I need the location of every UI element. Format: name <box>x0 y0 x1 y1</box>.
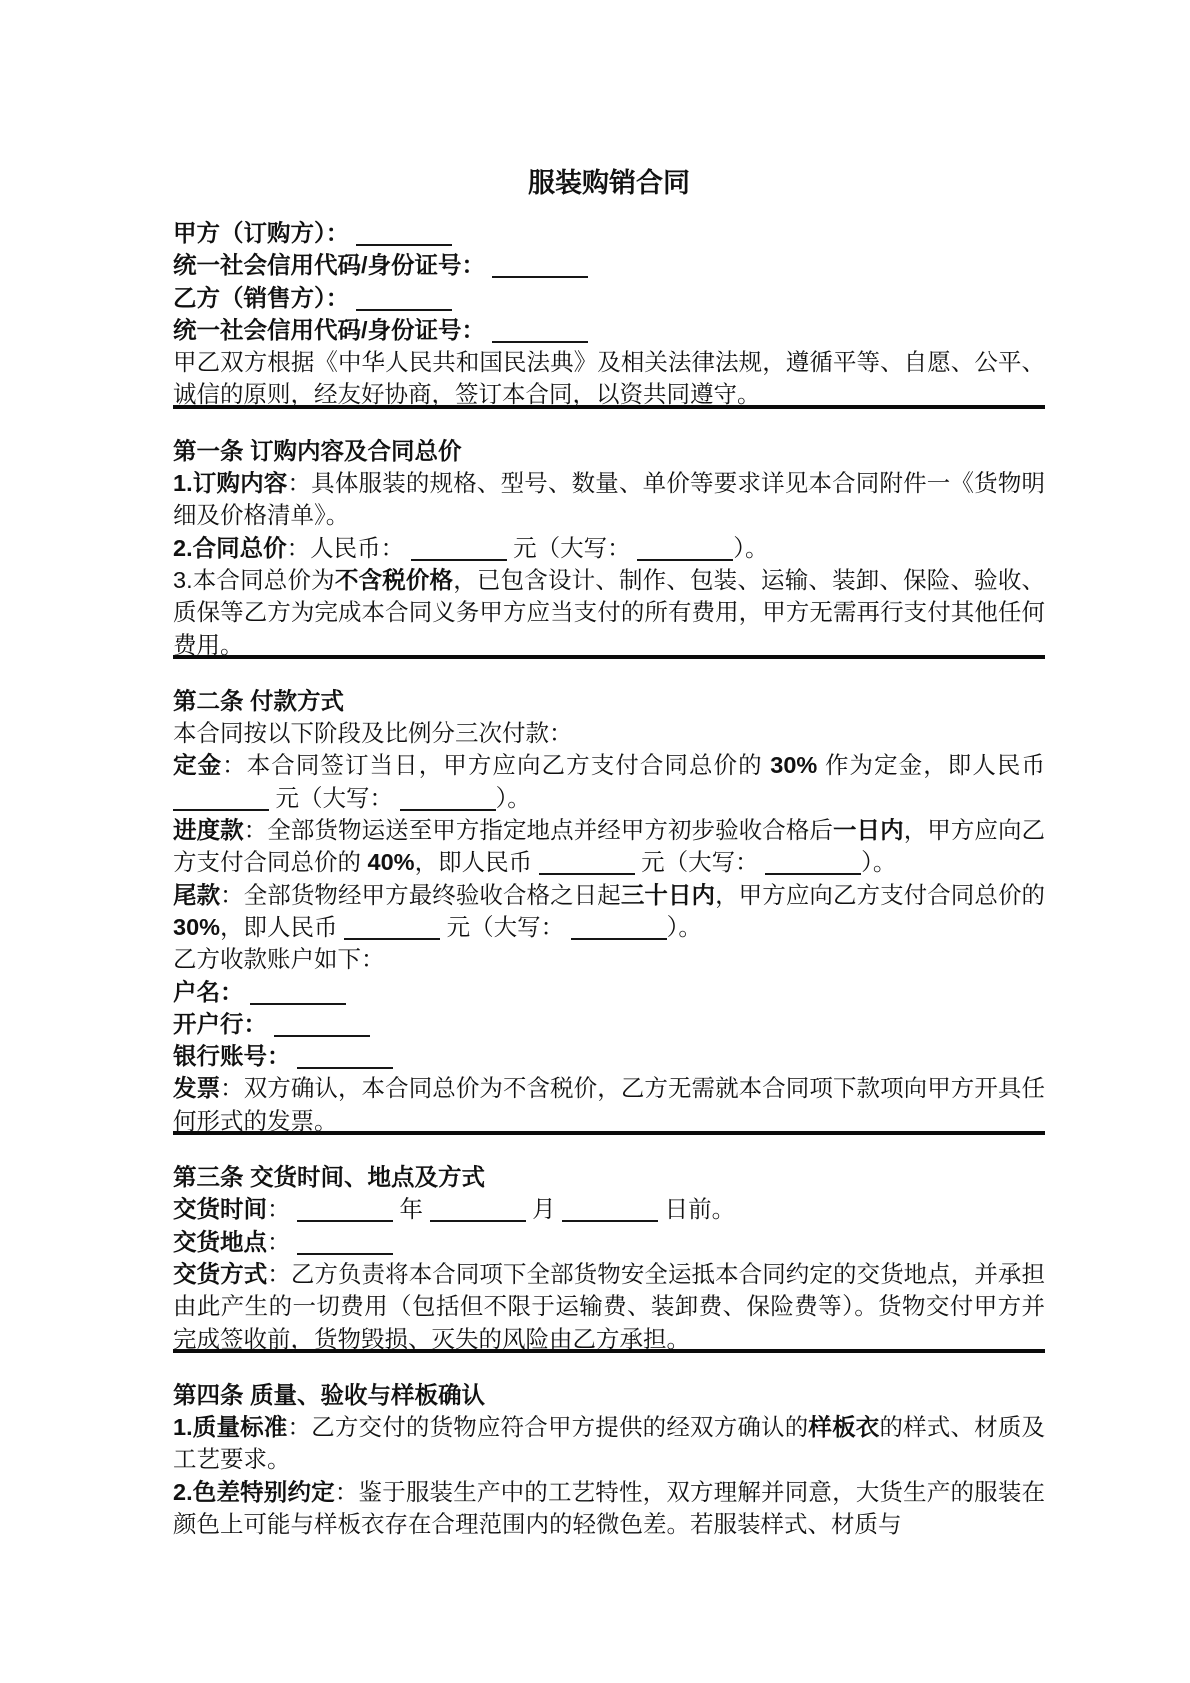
bold-text-run: 1.订购内容 <box>173 470 288 497</box>
paragraph <box>173 217 1045 249</box>
blank-field <box>250 979 346 1005</box>
bold-text-run: 乙方（销售方）： <box>173 284 356 311</box>
text-run: ：具体服装的规格、型号、数量、单价等要求详见本合同附件一《货物明细及价格清单》。 <box>173 470 1046 529</box>
text-run: ：双方确认，本合同总价为不含税价，乙方无需就本合同项下款项向甲方开具任何形式的发票。 <box>173 1075 1046 1134</box>
blank-field <box>297 1229 393 1255</box>
blank-field <box>571 914 667 940</box>
text-run: ，甲方应向乙方支付合同总价的 <box>173 817 1046 876</box>
paragraph <box>173 879 1045 944</box>
text-run: 作为定金，即人民币 <box>817 752 1046 779</box>
paragraph <box>173 1411 1045 1476</box>
text-run: ，已包含设计、制作、包装、运输、装卸、保险、验收、质保等乙方为完成本合同义务甲方应当支付的所有费用，甲方无需再行支付其他任何费用。 <box>173 566 1045 658</box>
text-run: 月 <box>525 1196 563 1223</box>
blank-field <box>297 1044 393 1070</box>
bold-text-run: 30% <box>770 752 818 779</box>
bold-text-run: 第四条 质量、验收与样板确认 <box>173 1381 486 1408</box>
bold-text-run: 交货时间 <box>173 1196 267 1223</box>
text-run: 元（大写： <box>634 849 766 876</box>
blank-field <box>297 1197 393 1223</box>
bold-text-run: 1.质量标准 <box>173 1414 288 1441</box>
bold-text-run: 银行账号： <box>173 1043 298 1070</box>
text-run: 乙方收款账户如下： <box>173 946 385 973</box>
bold-text-run: 发票 <box>173 1075 221 1102</box>
section-heading <box>173 685 1045 717</box>
blank-field <box>411 535 507 561</box>
blank-field <box>492 253 588 279</box>
text-run: ）。 <box>666 913 702 940</box>
paragraph <box>173 532 1045 564</box>
bold-text-run: 不含税价格 <box>334 566 454 593</box>
bold-text-run: 交货方式 <box>173 1260 268 1287</box>
blank-field <box>539 850 635 876</box>
section-heading <box>173 1161 1045 1193</box>
blank-field <box>356 285 452 311</box>
bold-text-run: 样板衣 <box>808 1414 880 1441</box>
bold-text-run: 定金 <box>173 752 223 779</box>
text-run: ）。 <box>495 784 531 811</box>
bold-text-run: 一日内 <box>832 817 904 844</box>
paragraph <box>173 314 1045 346</box>
text-run: 元（大写： <box>440 913 571 940</box>
bold-text-run: 第二条 付款方式 <box>173 687 345 714</box>
paragraph <box>173 1008 1045 1040</box>
document-body <box>173 163 1045 1540</box>
text-run: 年 <box>393 1196 430 1223</box>
paragraph <box>173 1072 1045 1137</box>
paragraph <box>173 282 1045 314</box>
bold-text-run: 第三条 交货时间、地点及方式 <box>173 1164 486 1191</box>
text-run: 本合同按以下阶段及比例分三次付款： <box>173 720 573 747</box>
bold-text-run: 2.合同总价 <box>173 534 287 561</box>
text-run: ：人民币： <box>286 534 411 561</box>
horizontal-rule <box>173 655 1045 659</box>
blank-field <box>492 317 588 343</box>
text-run: ）。 <box>733 534 769 561</box>
text-run: ，即人民币 <box>414 849 539 876</box>
text-run: ：鉴于服装生产中的工艺特性，双方理解并同意，大货生产的服装在颜色上可能与样板衣存在合理范围内的轻微色差。若服装样式、材质与 <box>173 1478 1045 1537</box>
bold-text-run: 进度款 <box>173 817 244 844</box>
text-run: 3.本合同总价为 <box>173 566 335 593</box>
blank-field <box>637 535 733 561</box>
blank-field <box>173 785 269 811</box>
text-run: ： <box>267 1228 298 1255</box>
bold-text-run: 服装购销合同 <box>528 168 690 198</box>
text-run: ： <box>267 1196 298 1223</box>
bold-text-run: 开户行： <box>173 1010 274 1037</box>
paragraph <box>173 1476 1045 1541</box>
paragraph <box>173 564 1045 661</box>
bold-text-run: 甲方（订购方）： <box>173 220 356 246</box>
section-heading <box>173 435 1045 467</box>
text-run: ，甲方应向乙方支付合同总价的 <box>715 881 1046 908</box>
text-run: 甲乙双方根据《中华人民共和国民法典》及相关法律法规，遵循平等、自愿、公平、诚信的原则，经友好协商，签订本合同，以资共同遵守。 <box>173 349 1045 408</box>
bold-text-run: 交货地点 <box>173 1228 267 1255</box>
paragraph <box>173 976 1045 1008</box>
bold-text-run: 2.色差特别约定 <box>173 1478 335 1505</box>
bold-text-run: 第一条 订购内容及合同总价 <box>173 437 462 464</box>
section-heading <box>173 1379 1045 1411</box>
document-title <box>173 163 1045 203</box>
bold-text-run: 三十日内 <box>620 881 716 908</box>
text-run: ：全部货物经甲方最终验收合格之日起 <box>220 881 621 908</box>
paragraph <box>173 467 1045 532</box>
bold-text-run: 统一社会信用代码/身份证号： <box>173 252 492 279</box>
paragraph <box>173 249 1045 281</box>
text-run: ，即人民币 <box>220 913 345 940</box>
paragraph <box>173 1226 1045 1258</box>
blank-field <box>562 1197 658 1223</box>
blank-field <box>430 1197 526 1223</box>
text-run: 日前。 <box>658 1196 736 1223</box>
paragraph <box>173 346 1045 411</box>
text-run: ：乙方负责将本合同项下全部货物安全运抵本合同约定的交货地点，并承担由此产生的一切费用（包括但不限于运输费、装卸费、保险费等）。货物交付甲方并完成签收前，货物毁损、灭失的风险由乙方承担。 <box>173 1260 1046 1352</box>
text-run: ：乙方交付的货物应符合甲方提供的经双方确认的 <box>287 1414 809 1441</box>
text-run: ）。 <box>861 849 897 876</box>
blank-field <box>344 914 440 940</box>
paragraph <box>173 1040 1045 1072</box>
bold-text-run: 尾款 <box>173 881 221 908</box>
bold-text-run: 户名： <box>173 978 251 1005</box>
text-run: 的样式、材质及工艺要求。 <box>173 1414 1046 1473</box>
paragraph <box>173 943 1045 975</box>
text-run: 元（大写： <box>506 534 638 561</box>
paragraph <box>173 1193 1045 1225</box>
bold-text-run: 统一社会信用代码/身份证号： <box>173 316 492 343</box>
blank-field <box>765 850 861 876</box>
paragraph <box>173 1258 1045 1355</box>
paragraph <box>173 814 1045 879</box>
blank-field <box>356 221 452 247</box>
text-run: 元（大写： <box>269 784 400 811</box>
bold-text-run: 30% <box>173 913 221 940</box>
blank-field <box>274 1011 370 1037</box>
bold-text-run: 40% <box>367 849 415 876</box>
paragraph <box>173 717 1045 749</box>
text-run: ：本合同签订当日，甲方应向乙方支付合同总价的 <box>222 752 771 779</box>
text-run: ：全部货物运送至甲方指定地点并经甲方初步验收合格后 <box>243 817 833 844</box>
paragraph <box>173 749 1045 814</box>
blank-field <box>400 785 496 811</box>
